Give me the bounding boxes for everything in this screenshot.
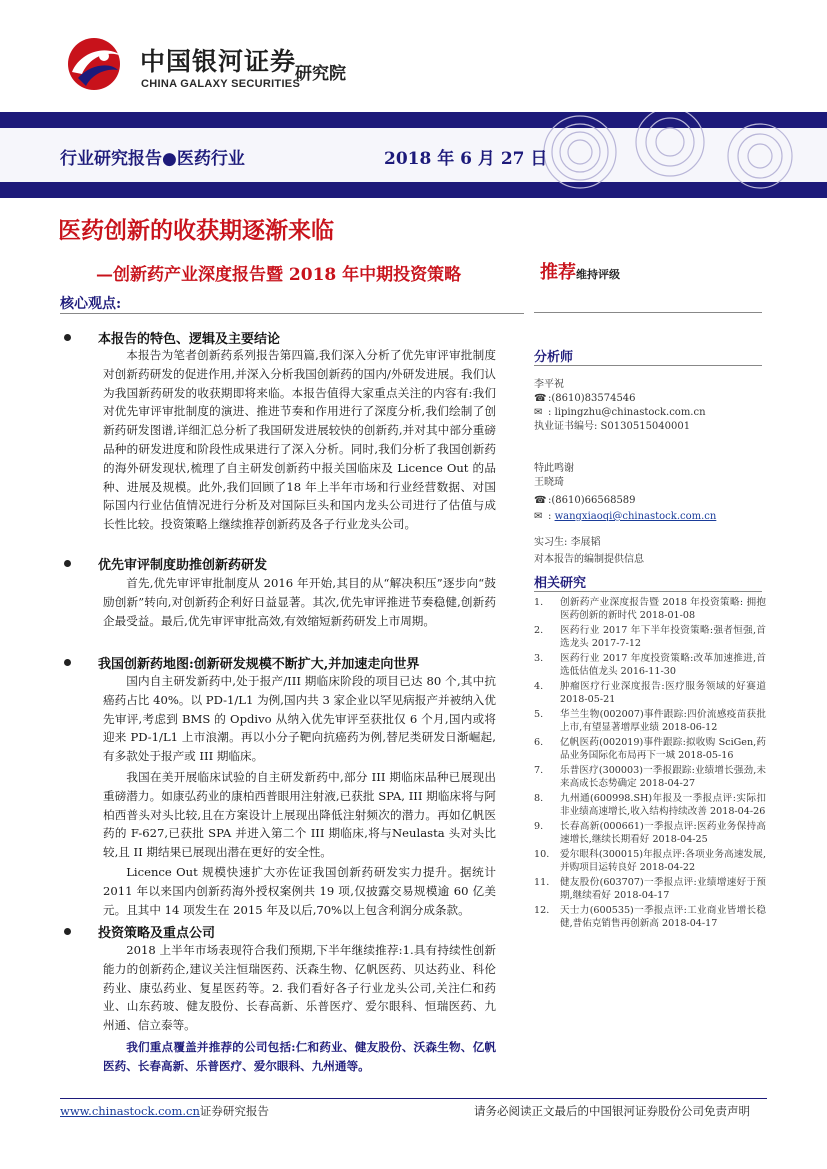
item-number: 9. [534,821,544,832]
related-research-list [534,596,766,932]
phone-icon: ☎ [534,393,547,404]
item-text: 长春高新(000661)一季报点评:医药业务保持高速增长,继续长期看好 2018-04-25 [560,821,766,845]
section-paragraph: 2018 上半年市场表现符合我们预期,下半年继续推荐:1.具有持续性创新能力的创新药企,建议关注恒瑞医药、沃森生物、亿帆医药、贝达药业、科伦药业、康弘药业、复星医药等。2. 我们看好各子行业龙头公司,关注仁和药业、山东药玻、健友股份、长春高新、乐普医疗、爱尔眼科、恒瑞医药、九州通、信立泰等。 [103,943,496,1033]
item-text: 健友股份(603707)一季报点评:业绩增速好于预期,继续看好 2018-04-17 [560,877,766,901]
section-heading: 投资策略及重点公司 [64,922,215,941]
analyst-email: ✉ : lipingzhu@chinastock.com.cn [534,407,706,418]
related-research-item[interactable] [534,652,766,678]
galaxy-logo-icon [60,34,130,94]
section-heading: 本报告的特色、逻辑及主要结论 [64,328,280,347]
item-number: 10. [534,849,550,860]
item-number: 12. [534,905,550,916]
item-text: 肿瘤医疗行业深度报告:医疗服务领域的好赛道 2018-05-21 [560,681,766,705]
divider [60,1098,767,1099]
bullet-icon [64,560,71,567]
mail-icon: ✉ [534,407,543,418]
item-number: 11. [534,877,550,888]
item-text: 医药行业 2017 年度投资策略:改革加速推进,首选低估值龙头 2016-11-30 [560,653,766,677]
footer-left [60,1103,269,1119]
section-heading: 优先审评制度助推创新药研发 [64,554,267,573]
related-research-item[interactable] [534,764,766,790]
thanks-label: 特此鸣谢 [534,463,574,474]
brand-name-en: CHINA GALAXY SECURITIES [141,78,301,90]
item-text: 创新药产业深度报告暨 2018 年投资策略: 拥抱医药创新的新时代 2018-01-08 [560,597,766,621]
analyst-heading: 分析师 [534,350,574,365]
divider [534,365,762,366]
divider [60,313,524,314]
section-paragraph: 本报告为笔者创新药系列报告第四篇,我们深入分析了优先审评审批制度对创新药研发的促进作用,并深入分析我国创新药的国内/外研发进展。我们认为我国新药研发的收获期即将来临。本报告值得大家重点关注的内容有:我们对优先审评审批制度的演进、推进节奏和作用进行了深度分析,我们绘制了创新药研发图谱,详细汇总分析了我国研发进展较快的创新药,并对其中部分重磅品种的研发进度和阶段性成果进行了深入分析。同时,我们分析了我国创新药的海外研发现状,梳理了自主研发创新药中报关国临床及 Licence Out 的品种、进展及规模。此外,我们回顾了18 年上半年市场和行业经营数据、对国际国内行业估值情况进行分析及对国际巨头和国内龙头公司进行了估值与成长性比较。投资策略上继续推荐创新药及各子行业龙头公司。 [103,348,496,532]
item-number: 8. [534,793,544,804]
report-type-label: 行业研究报告●医药行业 [60,149,245,169]
analyst-phone: ☎ :(8610)66568589 [534,495,636,506]
section-paragraph: Licence Out 规模快速扩大亦佐证我国创新药研发实力提升。据统计2011 年以来国内创新药海外授权案例共 19 项,仅披露交易规模逾 60 亿美元。且其中 14 项发生在 2015 年及以后,70%以上包含利润分成条款。 [103,865,496,917]
related-research-item[interactable] [534,820,766,846]
related-research-item[interactable] [534,736,766,762]
item-number: 3. [534,653,544,664]
section-paragraph: 国内自主研发新药中,处于报产/III 期临床阶段的项目已达 80 个,其中抗癌药占比 40%。以 PD-1/L1 为例,国内共 3 家企业以罕见病报产并被纳入优先审评,考虑到 BMS 的 Opdivo 从纳入优先审评至获批仅 6 个月,国内或将迎来 PD-1/L1 上市浪潮。再以小分子靶向抗癌药为例,替尼类研发日渐崛起,有多款处于报产或 III 期临床。 [103,674,496,764]
footer-link[interactable]: www.chinastock.com.cn [60,1104,200,1118]
section-heading: 我国创新药地图:创新研发规模不断扩大,并加速走向世界 [64,653,419,672]
item-number: 7. [534,765,544,776]
related-research-item[interactable] [534,792,766,818]
phone-icon: ☎ [534,495,547,506]
item-text: 爱尔眼科(300015)年报点评:各项业务高速发展,并购项目运转良好 2018-04-22 [560,849,766,873]
page-title: 医药创新的收获期逐渐来临 [58,218,334,244]
related-research-heading: 相关研究 [534,576,587,591]
decorative-swirl-icon [520,112,827,198]
core-view-heading: 核心观点: [60,296,122,312]
item-number: 2. [534,625,544,636]
email-link[interactable]: wangxiaoqi@chinastock.com.cn [554,511,717,522]
item-number: 4. [534,681,544,692]
section-paragraph: 我国在美开展临床试验的自主研发新药中,部分 III 期临床品种已展现出重磅潜力。如康弘药业的康柏西普眼用注射液,已获批 SPA, III 期临床将与阿柏西普头对头比较,且在方案设计上展现出降低注射频次的潜力。再如亿帆医药的 F-627,已获批 SPA 并进入第二个 III 期临床,将与Neulasta 头对头比较,且 II 期结果已展现出潜在更好的安全性。 [103,770,496,860]
item-number: 1. [534,597,544,608]
related-research-item[interactable] [534,708,766,734]
item-text: 华兰生物(002007)事件跟踪:四价流感疫苗获批上市,有望显著增厚业绩 2018-06-12 [560,709,766,733]
rating-badge [540,258,620,284]
item-text: 乐普医疗(300003)一季报跟踪:业绩增长强劲,未来高成长态势确定 2018-04-27 [560,765,766,789]
intern-name: 实习生: 李展韬 [534,537,601,548]
analyst-license: 执业证书编号: S0130515040001 [534,421,691,432]
item-text: 九州通(600998.SH)年报及一季报点评:实际扣非业绩高速增长,收入结构持续改善 2018-04-26 [560,793,766,817]
item-text: 亿帆医药(002019)事件跟踪:拟收购 SciGen,药品业务国际化布局再下一城 2018-05-16 [560,737,766,761]
item-text: 天士力(600535)一季报点评:工业商业皆增长稳健,普佑克销售再创新高 2018-04-17 [560,905,766,929]
brand-name-cn: 中国银河证券 [140,47,297,76]
divider [534,591,762,592]
highlight-paragraph: 我们重点覆盖并推荐的公司包括:仁和药业、健友股份、沃森生物、亿帆医药、长春高新、乐普医疗、爱尔眼科、九州通等。 [103,1040,496,1073]
related-research-item[interactable] [534,848,766,874]
rating-note: 维持评级 [576,268,620,281]
divider [534,312,762,313]
bullet-icon [64,928,71,935]
footer-disclaimer: 请务必阅读正文最后的中国银河证券股份公司免责声明 [474,1104,750,1118]
page-subtitle: —创新药产业深度报告暨 2018 年中期投资策略 [96,265,462,285]
related-research-item[interactable] [534,680,766,706]
footer-label: 证券研究报告 [199,1104,269,1118]
item-text: 医药行业 2017 年下半年投资策略:强者恒强,首选龙头 2017-7-12 [560,625,766,649]
related-research-item[interactable] [534,876,766,902]
analyst-name: 李平祝 [534,379,564,390]
related-research-item[interactable] [534,904,766,930]
rating-value: 推荐 [540,262,576,283]
section-paragraph: 首先,优先审评审批制度从 2016 年开始,其目的从“解决积压”逐步向“鼓励创新”转向,对创新药企利好日益显著。其次,优先审评推进节奏稳健,创新药企最受益。最后,优先审评审批高效,有效缩短新药研发上市周期。 [103,576,496,628]
item-number: 5. [534,709,544,720]
intern-note: 对本报告的编制提供信息 [534,554,644,565]
bullet-icon [64,659,71,666]
related-research-item[interactable] [534,624,766,650]
analyst-phone: ☎ :(8610)83574546 [534,393,636,404]
report-date: 2018 年 6 月 27 日 [384,149,548,169]
analyst-email[interactable]: ✉ : wangxiaoqi@chinastock.com.cn [534,511,717,522]
bullet-icon [64,334,71,341]
brand-institute: 研究院 [295,64,346,84]
related-research-item[interactable] [534,596,766,622]
mail-icon: ✉ [534,511,543,522]
item-number: 6. [534,737,544,748]
analyst-name: 王晓琦 [534,477,564,488]
